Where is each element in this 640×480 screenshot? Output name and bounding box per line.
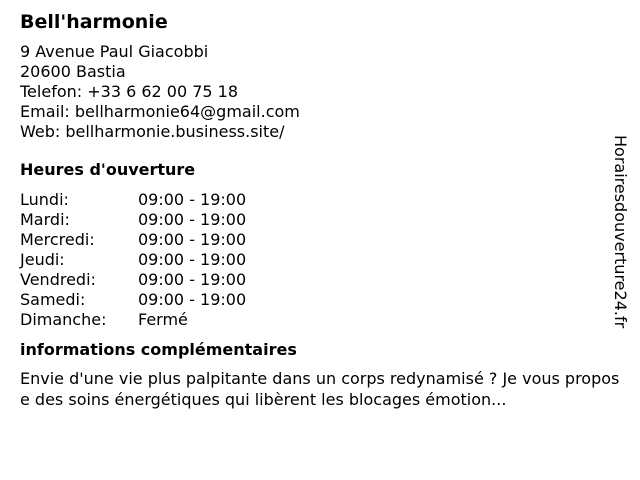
hours-title: Heures d'ouverture: [20, 160, 196, 179]
hours-row: [20, 310, 610, 330]
hours-day: Lundi:: [20, 190, 69, 209]
hours-day: Vendredi:: [20, 270, 96, 289]
phone-line: Telefon: +33 6 62 00 75 18: [20, 82, 239, 101]
hours-row: [20, 250, 610, 270]
hours-day: Dimanche:: [20, 310, 107, 329]
hours-row: [20, 230, 610, 250]
hours-day: Mercredi:: [20, 230, 95, 249]
email-line: Email: bellharmonie64@gmail.com: [20, 102, 300, 121]
hours-time: Fermé: [138, 310, 188, 329]
hours-row: [20, 190, 610, 210]
hours-time: 09:00 - 19:00: [138, 210, 247, 229]
business-name: Bell'harmonie: [20, 11, 168, 33]
hours-row: [20, 290, 610, 310]
watermark-label: Horairesdouverture24.fr: [611, 135, 630, 329]
hours-day: Jeudi:: [20, 250, 65, 269]
hours-time: 09:00 - 19:00: [138, 250, 247, 269]
hours-row: [20, 270, 610, 290]
hours-table: [20, 190, 610, 330]
hours-day: Mardi:: [20, 210, 70, 229]
hours-time: 09:00 - 19:00: [138, 230, 247, 249]
info-title: informations complémentaires: [20, 340, 297, 359]
web-line: Web: bellharmonie.business.site/: [20, 122, 285, 141]
hours-time: 09:00 - 19:00: [138, 270, 247, 289]
hours-row: [20, 210, 610, 230]
hours-time: 09:00 - 19:00: [138, 290, 247, 309]
hours-time: 09:00 - 19:00: [138, 190, 247, 209]
hours-day: Samedi:: [20, 290, 86, 309]
info-description: Envie d'une vie plus palpitante dans un corps redynamisé ? Je vous propose des soins énergétiques qui libèrent les blocages émotion...: [20, 369, 620, 409]
business-card: [20, 10, 620, 410]
address-city: 20600 Bastia: [20, 62, 126, 81]
contact-block: [20, 42, 610, 142]
address-street: 9 Avenue Paul Giacobbi: [20, 42, 209, 61]
